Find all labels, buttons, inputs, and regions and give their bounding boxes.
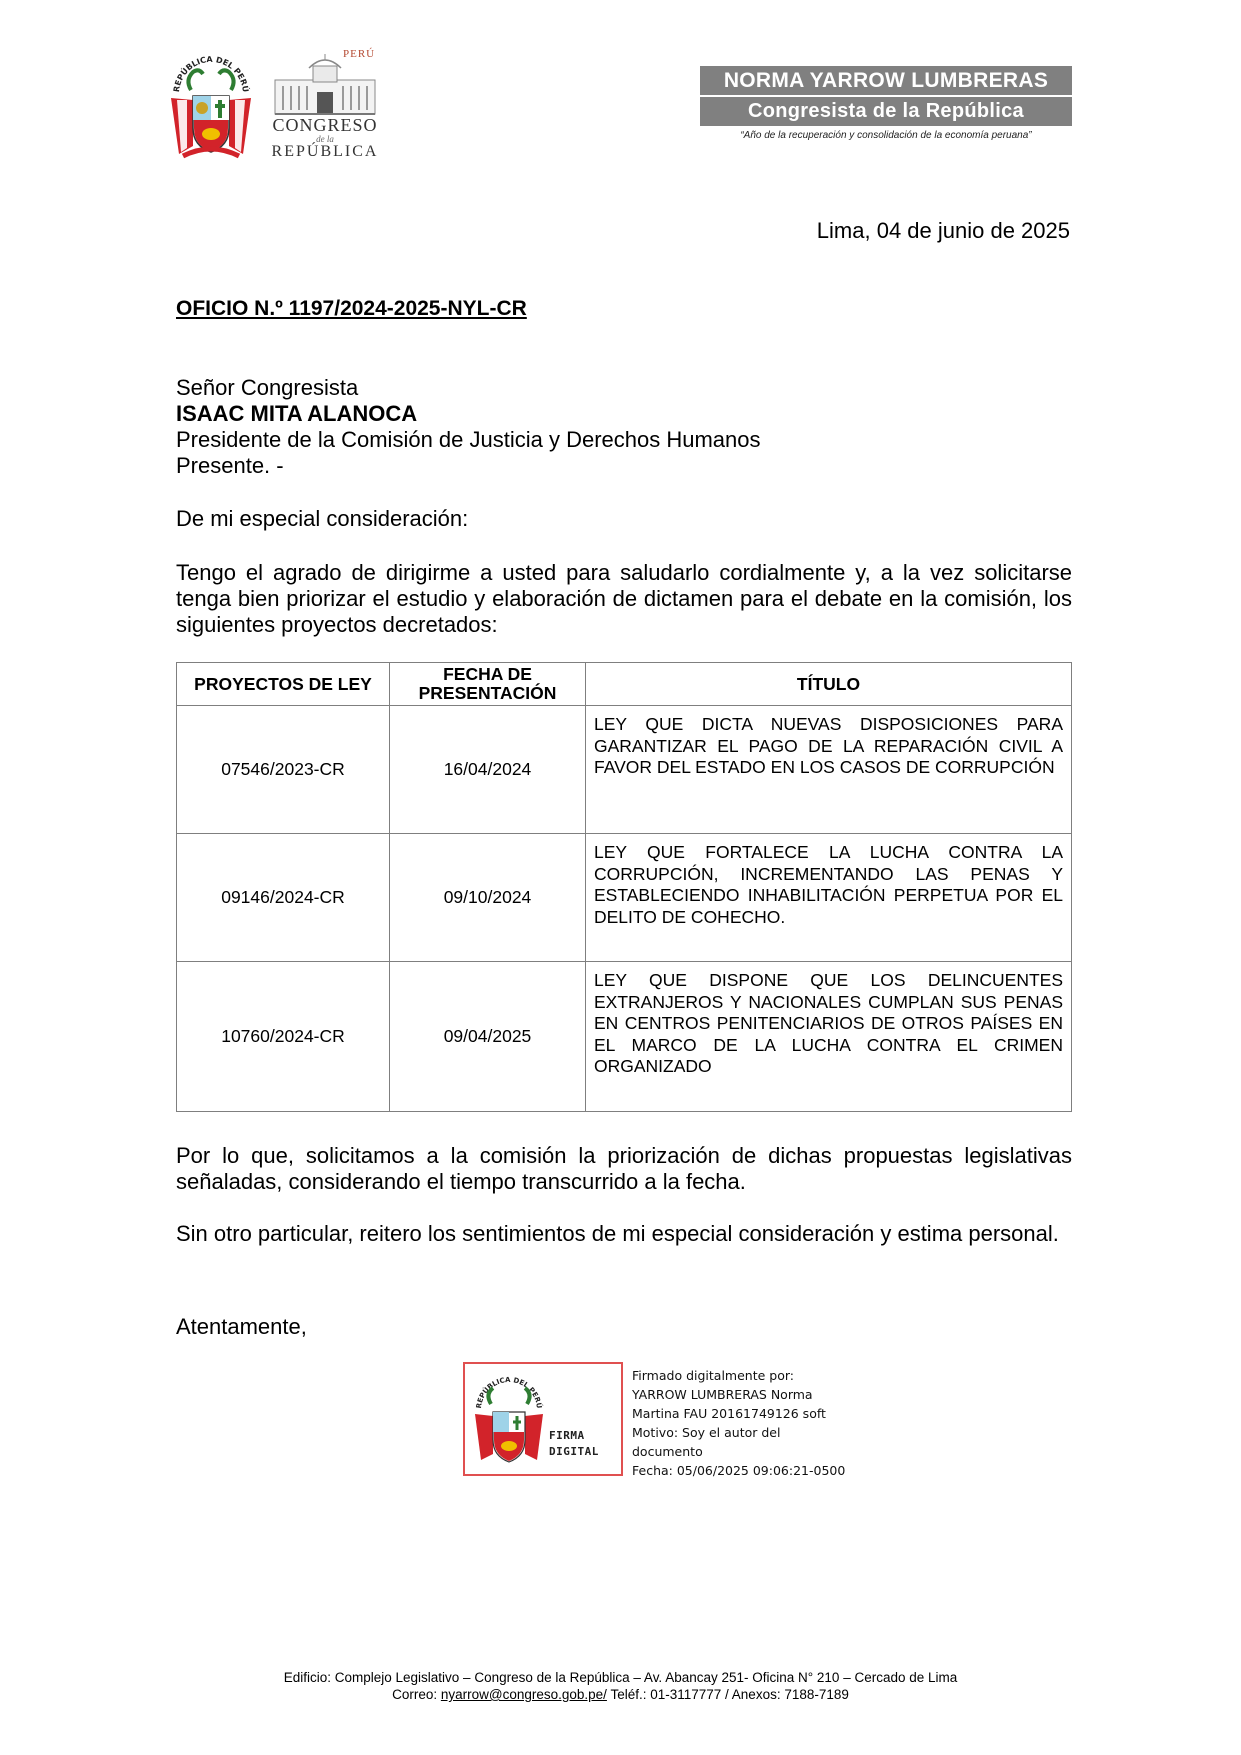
footer-email-label: Correo:	[392, 1687, 438, 1702]
congreso-logo-line3: REPÚBLICA	[271, 143, 379, 160]
congress-building-icon	[265, 54, 385, 116]
svg-text:REPÚBLICA DEL PERÚ	[475, 1376, 544, 1409]
table-cell-fecha: 16/04/2024	[390, 706, 586, 834]
signature-line: documento	[632, 1444, 703, 1459]
table-cell-proyecto: 09146/2024-CR	[177, 834, 390, 962]
congreso-logo-line2: de la	[316, 134, 334, 144]
table-row	[177, 834, 1072, 962]
recipient-position: Presidente de la Comisión de Justicia y Derechos Humanos	[176, 427, 761, 452]
intro-paragraph: Tengo el agrado de dirigirme a usted para saludarlo cordialmente y, a la vez solicitarse tenga bien priorizar el estudio y elaboración de dictamen para el debate en la comisión, los siguientes proyectos decretados:	[176, 560, 1072, 637]
digital-signature-details	[632, 1366, 845, 1480]
table-row	[177, 962, 1072, 1112]
table-cell-fecha: 09/10/2024	[390, 834, 586, 962]
sign-off: Atentamente,	[176, 1314, 307, 1339]
table-cell-titulo: LEY QUE DISPONE QUE LOS DELINCUENTES EXTRANJEROS Y NACIONALES CUMPLAN SUS PENAS EN CENTROS PENITENCIARIOS DE OTROS PAÍSES EN EL MARCO DE LA LUCHA CONTRA EL CRIMEN ORGANIZADO	[586, 962, 1072, 1112]
table-header-proyectos: PROYECTOS DE LEY	[177, 663, 390, 706]
signature-line: Motivo: Soy el autor del	[632, 1425, 781, 1440]
congresista-role: Congresista de la República	[700, 97, 1072, 126]
digital-signature-stamp	[463, 1362, 623, 1476]
table-header-row	[177, 663, 1072, 706]
congreso-logo-line1: CONGRESO	[272, 115, 378, 135]
greeting: De mi especial consideración:	[176, 506, 469, 531]
table-cell-fecha: 09/04/2025	[390, 962, 586, 1112]
table-header-fecha: FECHA DE PRESENTACIÓN	[390, 663, 586, 706]
table-header-titulo: TÍTULO	[586, 663, 1072, 706]
peru-coat-of-arms-icon	[163, 50, 259, 164]
closing-paragraph: Sin otro particular, reitero los sentimientos de mi especial consideración y estima personal.	[176, 1221, 1059, 1246]
letter-date: Lima, 04 de junio de 2025	[816, 218, 1070, 243]
svg-text:REPÚBLICA DEL PERÚ	[172, 55, 252, 93]
signature-stamp-label-line1: FIRMA	[549, 1429, 585, 1442]
table-cell-titulo: LEY QUE FORTALECE LA LUCHA CONTRA LA CORRUPCIÓN, INCREMENTANDO LAS PENAS Y ESTABLECIENDO INHABILITACIÓN PERPETUA POR EL DELITO DE COHECHO.	[586, 834, 1072, 962]
signature-crest-text: REPÚBLICA DEL PERÚ	[474, 1375, 544, 1409]
footer-contact	[100, 1687, 1141, 1702]
signature-crest-icon	[471, 1370, 547, 1470]
signature-stamp-label-line2: DIGITAL	[549, 1445, 599, 1458]
recipient-name: ISAAC MITA ALANOCA	[176, 401, 418, 426]
signature-line: Firmado digitalmente por:	[632, 1368, 794, 1383]
footer-phone: Teléf.: 01-3117777 / Anexos: 7188-7189	[610, 1687, 849, 1702]
signature-line: YARROW LUMBRERAS Norma	[632, 1387, 813, 1402]
footer-address: Edificio: Complejo Legislativo – Congreso de la República – Av. Abancay 251- Oficina N° 210 – Cercado de Lima	[283, 1670, 958, 1685]
signature-line: Fecha: 05/06/2025 09:06:21-0500	[632, 1463, 846, 1478]
table-cell-proyecto: 10760/2024-CR	[177, 962, 390, 1112]
table-row	[177, 706, 1072, 834]
congreso-logo-peru: PERÚ	[343, 48, 376, 60]
table-cell-proyecto: 07546/2023-CR	[177, 706, 390, 834]
crest-text: REPÚBLICA DEL PERÚ	[171, 54, 251, 93]
footer-email-link[interactable]: nyarrow@congreso.gob.pe/	[440, 1687, 607, 1702]
year-motto: “Año de la recuperación y consolidación de la economía peruana”	[740, 130, 1032, 141]
signature-line: Martina FAU 20161749126 soft	[632, 1406, 826, 1421]
projects-table	[176, 662, 1072, 1112]
congresista-name: NORMA YARROW LUMBRERAS	[700, 66, 1072, 95]
request-paragraph: Por lo que, solicitamos a la comisión la priorización de dichas propuestas legislativas señaladas, considerando el tiempo transcurrido a la fecha.	[176, 1143, 1072, 1194]
oficio-number: OFICIO N.º 1197/2024-2025-NYL-CR	[176, 297, 527, 320]
recipient-salutation: Señor Congresista	[176, 375, 359, 400]
signature-stamp-label	[549, 1428, 599, 1460]
table-cell-titulo: LEY QUE DICTA NUEVAS DISPOSICIONES PARA GARANTIZAR EL PAGO DE LA REPARACIÓN CIVIL A FAVOR DEL ESTADO EN LOS CASOS DE CORRUPCIÓN	[586, 706, 1072, 834]
congreso-logo	[265, 48, 385, 163]
recipient-presente: Presente. -	[176, 453, 284, 478]
